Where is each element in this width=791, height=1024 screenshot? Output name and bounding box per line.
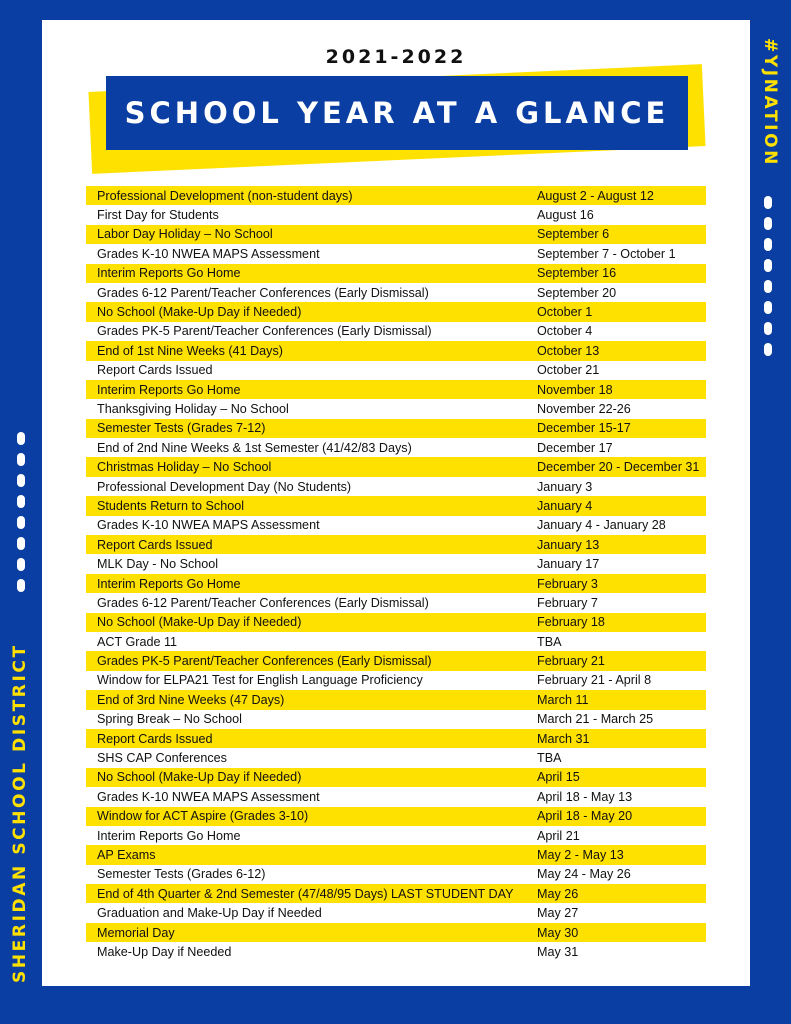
schedule-row xyxy=(86,283,706,302)
schedule-row xyxy=(86,729,706,748)
event-name: First Day for Students xyxy=(97,208,219,223)
event-date: February 7 xyxy=(537,595,598,610)
event-name: SHS CAP Conferences xyxy=(97,751,227,766)
dot xyxy=(764,238,772,251)
schedule-row xyxy=(86,341,706,360)
schedule-row xyxy=(86,884,706,903)
event-name: Students Return to School xyxy=(97,498,245,513)
event-name: Professional Development (non-student days) xyxy=(97,188,353,203)
left-sidebar xyxy=(0,420,42,986)
event-name: Memorial Day xyxy=(97,925,175,940)
event-name: Grades PK-5 Parent/Teacher Conferences (Early Dismissal) xyxy=(97,654,432,669)
event-date: May 26 xyxy=(537,886,579,901)
event-name: Grades 6-12 Parent/Teacher Conferences (Early Dismissal) xyxy=(97,285,429,300)
event-name: ACT Grade 11 xyxy=(97,634,178,649)
event-name: Professional Development Day (No Students) xyxy=(97,479,352,494)
page-title: SCHOOL YEAR AT A GLANCE xyxy=(124,96,670,130)
event-name: End of 1st Nine Weeks (41 Days) xyxy=(97,343,283,358)
schedule-row xyxy=(86,826,706,845)
dot xyxy=(17,579,25,592)
event-name: Christmas Holiday – No School xyxy=(97,460,272,475)
schedule-row xyxy=(86,807,706,826)
event-date: September 16 xyxy=(537,266,617,281)
event-name: Interim Reports Go Home xyxy=(97,266,241,281)
schedule-row xyxy=(86,903,706,922)
event-name: Grades K-10 NWEA MAPS Assessment xyxy=(97,246,320,261)
schedule-list xyxy=(86,186,706,962)
schedule-row xyxy=(86,923,706,942)
event-date: August 16 xyxy=(537,208,594,223)
dot xyxy=(17,516,25,529)
dot xyxy=(764,301,772,314)
event-name: Labor Day Holiday – No School xyxy=(97,227,273,242)
event-name: End of 2nd Nine Weeks & 1st Semester (41/42/83 Days) xyxy=(97,440,412,455)
schedule-row xyxy=(86,438,706,457)
schedule-row xyxy=(86,302,706,321)
schedule-row xyxy=(86,554,706,573)
dot xyxy=(17,495,25,508)
event-date: December 15-17 xyxy=(537,421,631,436)
dot xyxy=(17,537,25,550)
event-date: October 13 xyxy=(537,343,600,358)
schedule-row xyxy=(86,419,706,438)
dot xyxy=(764,322,772,335)
schedule-row xyxy=(86,399,706,418)
event-name: Grades 6-12 Parent/Teacher Conferences (Early Dismissal) xyxy=(97,595,429,610)
event-date: January 17 xyxy=(537,557,600,572)
schedule-row xyxy=(86,225,706,244)
event-name: Interim Reports Go Home xyxy=(97,828,241,843)
event-date: February 21 - April 8 xyxy=(537,673,652,688)
schedule-row xyxy=(86,457,706,476)
schedule-row xyxy=(86,380,706,399)
event-date: May 27 xyxy=(537,906,579,921)
schedule-row xyxy=(86,574,706,593)
event-date: TBA xyxy=(537,751,562,766)
event-name: Grades K-10 NWEA MAPS Assessment xyxy=(97,518,320,533)
schedule-row xyxy=(86,787,706,806)
dot xyxy=(764,259,772,272)
event-name: Spring Break – No School xyxy=(97,712,242,727)
schedule-row xyxy=(86,496,706,515)
schedule-row xyxy=(86,186,706,205)
event-date: May 24 - May 26 xyxy=(537,867,631,882)
event-date: March 11 xyxy=(537,692,589,707)
dot xyxy=(764,196,772,209)
left-dots xyxy=(17,432,25,592)
event-name: AP Exams xyxy=(97,847,156,862)
title-banner xyxy=(106,76,688,150)
event-name: Interim Reports Go Home xyxy=(97,382,241,397)
dot xyxy=(17,558,25,571)
event-name: Interim Reports Go Home xyxy=(97,576,241,591)
event-date: September 6 xyxy=(537,227,610,242)
dot xyxy=(17,474,25,487)
event-name: No School (Make-Up Day if Needed) xyxy=(97,305,302,320)
event-date: May 30 xyxy=(537,925,579,940)
event-name: Make-Up Day if Needed xyxy=(97,944,232,959)
schedule-row xyxy=(86,768,706,787)
schedule-row xyxy=(86,865,706,884)
dot xyxy=(764,343,772,356)
schedule-row xyxy=(86,632,706,651)
event-name: Semester Tests (Grades 7-12) xyxy=(97,421,266,436)
event-date: January 13 xyxy=(537,537,600,552)
event-name: Semester Tests (Grades 6-12) xyxy=(97,867,266,882)
event-name: MLK Day - No School xyxy=(97,557,219,572)
schedule-row xyxy=(86,593,706,612)
schedule-row xyxy=(86,516,706,535)
event-date: November 22-26 xyxy=(537,401,631,416)
event-date: December 20 - December 31 xyxy=(537,460,700,475)
right-dots xyxy=(764,196,772,356)
event-name: Window for ACT Aspire (Grades 3-10) xyxy=(97,809,309,824)
event-name: Graduation and Make-Up Day if Needed xyxy=(97,906,322,921)
event-date: September 20 xyxy=(537,285,617,300)
schedule-row xyxy=(86,205,706,224)
event-date: December 17 xyxy=(537,440,613,455)
event-date: January 4 - January 28 xyxy=(537,518,666,533)
dot xyxy=(764,280,772,293)
schedule-row xyxy=(86,613,706,632)
event-date: October 1 xyxy=(537,305,593,320)
schedule-row xyxy=(86,710,706,729)
event-name: Grades PK-5 Parent/Teacher Conferences (Early Dismissal) xyxy=(97,324,432,339)
event-name: Report Cards Issued xyxy=(97,363,213,378)
event-name: End of 3rd Nine Weeks (47 Days) xyxy=(97,692,285,707)
calendar-page xyxy=(42,20,750,986)
event-date: February 21 xyxy=(537,654,605,669)
event-name: Grades K-10 NWEA MAPS Assessment xyxy=(97,789,320,804)
event-name: End of 4th Quarter & 2nd Semester (47/48/95 Days) LAST STUDENT DAY xyxy=(97,886,514,901)
event-date: January 4 xyxy=(537,498,593,513)
event-date: May 2 - May 13 xyxy=(537,847,624,862)
event-date: October 21 xyxy=(537,363,600,378)
schedule-row xyxy=(86,322,706,341)
event-date: TBA xyxy=(537,634,562,649)
schedule-row xyxy=(86,690,706,709)
schedule-row xyxy=(86,942,706,961)
district-name: SHERIDAN SCHOOL DISTRICT xyxy=(10,643,30,983)
event-date: February 3 xyxy=(537,576,598,591)
event-date: April 15 xyxy=(537,770,580,785)
event-name: Report Cards Issued xyxy=(97,731,213,746)
event-name: No School (Make-Up Day if Needed) xyxy=(97,615,302,630)
event-date: March 21 - March 25 xyxy=(537,712,654,727)
schedule-row xyxy=(86,671,706,690)
dot xyxy=(764,217,772,230)
dot xyxy=(17,453,25,466)
schedule-row xyxy=(86,748,706,767)
event-date: April 18 - May 13 xyxy=(537,789,633,804)
event-date: September 7 - October 1 xyxy=(537,246,676,261)
event-name: No School (Make-Up Day if Needed) xyxy=(97,770,302,785)
event-date: January 3 xyxy=(537,479,593,494)
event-name: Report Cards Issued xyxy=(97,537,213,552)
event-date: February 18 xyxy=(537,615,605,630)
school-year: 2021-2022 xyxy=(325,46,467,68)
event-date: April 21 xyxy=(537,828,580,843)
event-name: Thanksgiving Holiday – No School xyxy=(97,401,289,416)
schedule-row xyxy=(86,651,706,670)
event-date: August 2 - August 12 xyxy=(537,188,654,203)
event-name: Window for ELPA21 Test for English Language Proficiency xyxy=(97,673,423,688)
event-date: March 31 xyxy=(537,731,590,746)
event-date: October 4 xyxy=(537,324,593,339)
schedule-row xyxy=(86,361,706,380)
event-date: April 18 - May 20 xyxy=(537,809,633,824)
hashtag: #YJNATION xyxy=(760,38,780,167)
schedule-row xyxy=(86,477,706,496)
schedule-row xyxy=(86,244,706,263)
schedule-row xyxy=(86,845,706,864)
dot xyxy=(17,432,25,445)
schedule-row xyxy=(86,535,706,554)
schedule-row xyxy=(86,264,706,283)
event-date: November 18 xyxy=(537,382,613,397)
event-date: May 31 xyxy=(537,944,579,959)
